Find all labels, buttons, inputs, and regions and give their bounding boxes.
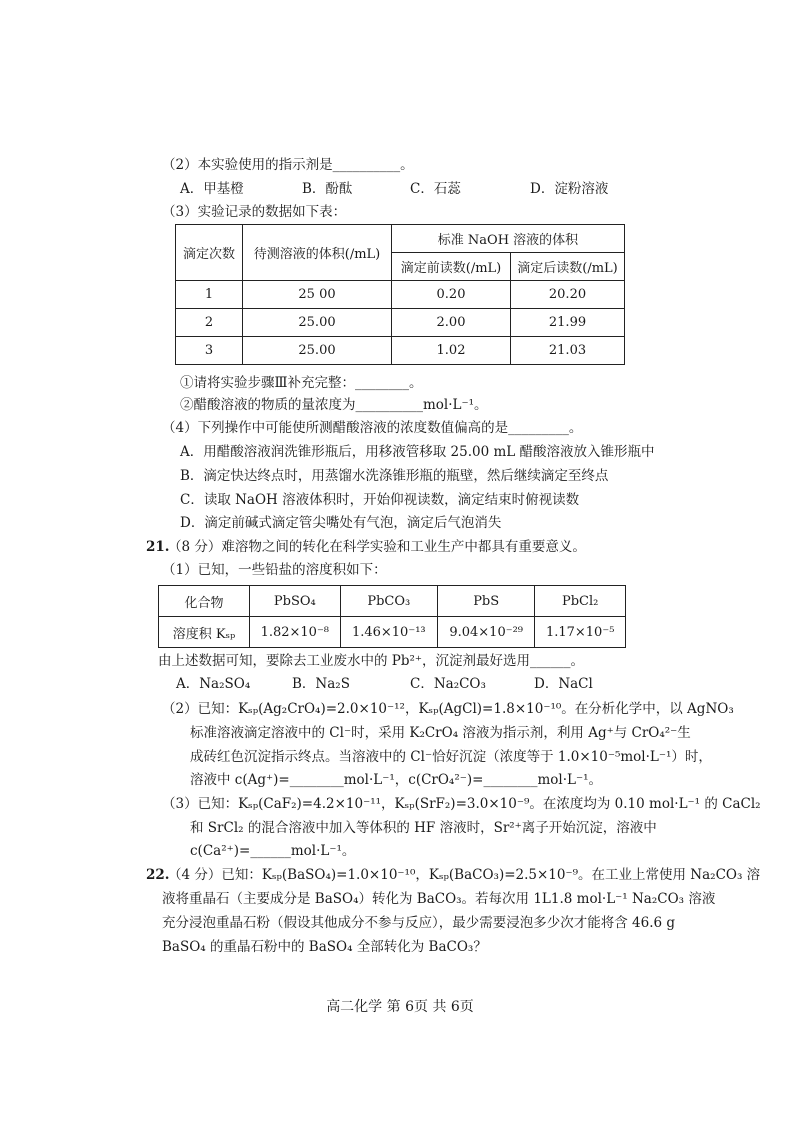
q22-line: （4 分）已知：Kₛₚ(BaSO₄)=1.0×10⁻¹⁰，Kₛₚ(BaCO₃)=2.5×10⁻⁹。在工业上常使用 Na₂CO₃ 溶 — [168, 867, 761, 883]
q20-part4-option-b: B．滴定快达终点时，用蒸馏水洗涤锥形瓶的瓶壁，然后继续滴定至终点 — [180, 468, 609, 484]
q22-line: 充分浸泡重晶石粉（假设其他成分不参与反应），最少需要浸泡多少次才能将含 46.6 g — [162, 915, 676, 931]
q21-part1-question: （1）已知，一些铅盐的溶度积如下： — [162, 562, 387, 578]
table-row — [176, 281, 625, 309]
solubility-product-table — [158, 585, 626, 648]
q20-part4-option-c: C．读取 NaOH 溶液体积时，开始仰视读数，滴定结束时俯视读数 — [180, 492, 580, 508]
table-header-ksp: 溶度积 Kₛₚ — [159, 617, 250, 648]
table-header-times: 滴定次数 — [176, 225, 243, 281]
q20-part4-question: （4）下列操作中可能使所测醋酸溶液的浓度数值偏高的是_________。 — [162, 420, 583, 436]
q21-intro: （8 分）难溶物之间的转化在科学实验和工业生产中都具有重要意义。 — [168, 539, 586, 555]
q20-part2-option-d: D．淀粉溶液 — [530, 181, 609, 197]
q20-part3-question: （3）实验记录的数据如下表： — [162, 204, 347, 220]
q20-sub2: ②醋酸溶液的物质的量浓度为__________mol·L⁻¹。 — [180, 397, 488, 413]
q20-part2-option-c: C．石蕊 — [410, 181, 461, 197]
q21-part2-line: （2）已知：Kₛₚ(Ag₂CrO₄)=2.0×10⁻¹²，Kₛₚ(AgCl)=1.8×10⁻¹⁰。在分析化学中，以 AgNO₃ — [162, 701, 734, 717]
table-cell: 1 — [176, 281, 243, 309]
table-cell: 25.00 — [243, 337, 392, 365]
table-row — [159, 586, 626, 617]
table-cell: 20.20 — [511, 281, 625, 309]
q21-part3-line: 和 SrCl₂ 的混合溶液中加入等体积的 HF 溶液时，Sr²⁺离子开始沉淀，溶液中 — [190, 820, 657, 836]
q21-part1-option-c: C．Na₂CO₃ — [410, 676, 486, 692]
table-cell: 1.17×10⁻⁵ — [535, 617, 626, 648]
q21-part2-line: 成砖红色沉淀指示终点。当溶液中的 Cl⁻恰好沉淀（浓度等于 1.0×10⁻⁵mol·L⁻¹）时， — [190, 749, 712, 765]
q20-part4-option-d: D．滴定前碱式滴定管尖嘴处有气泡，滴定后气泡消失 — [180, 515, 502, 531]
q21-part1-option-a: A．Na₂SO₄ — [176, 676, 251, 692]
q20-part2-question: （2）本实验使用的指示剂是__________。 — [162, 157, 414, 173]
table-row — [159, 617, 626, 648]
q21-number: 21. — [146, 539, 170, 555]
q20-part4-option-a: A．用醋酸溶液润洗锥形瓶后，用移液管移取 25.00 mL 醋酸溶液放入锥形瓶中 — [180, 444, 655, 460]
q21-part3-line: c(Ca²⁺)=______mol·L⁻¹。 — [190, 843, 356, 859]
table-header-volume: 待测溶液的体积(/mL) — [243, 225, 392, 281]
titration-data-table — [175, 224, 625, 365]
table-cell: 2.00 — [392, 309, 511, 337]
page-footer: 高二化学 第 6页 共 6页 — [326, 999, 474, 1015]
table-cell: PbCO₃ — [340, 586, 437, 617]
q20-sub1: ①请将实验步骤Ⅲ补充完整：________。 — [180, 375, 423, 391]
table-cell: 21.99 — [511, 309, 625, 337]
q22-number: 22. — [146, 867, 170, 883]
table-cell: 0.20 — [392, 281, 511, 309]
table-cell: 1.46×10⁻¹³ — [340, 617, 437, 648]
q20-part2-option-a: A．甲基橙 — [180, 181, 244, 197]
q21-part1-option-d: D．NaCl — [534, 676, 593, 692]
table-header-compound: 化合物 — [159, 586, 250, 617]
q20-part2-option-b: B．酚酞 — [302, 181, 353, 197]
table-header-after: 滴定后读数(/mL) — [511, 253, 625, 281]
q21-part1-option-b: B．Na₂S — [292, 676, 350, 692]
table-cell: 2 — [176, 309, 243, 337]
table-cell: 9.04×10⁻²⁹ — [437, 617, 534, 648]
table-cell: PbCl₂ — [535, 586, 626, 617]
q21-part3-line: （3）已知：Kₛₚ(CaF₂)=4.2×10⁻¹¹，Kₛₚ(SrF₂)=3.0×10⁻⁹。在浓度均为 0.10 mol·L⁻¹ 的 CaCl₂ — [162, 796, 761, 812]
q21-part2-line: 标准溶液滴定溶液中的 Cl⁻时，采用 K₂CrO₄ 溶液为指示剂，利用 Ag⁺与 CrO₄²⁻生 — [190, 725, 691, 741]
table-cell: 25 00 — [243, 281, 392, 309]
table-cell: 1.02 — [392, 337, 511, 365]
table-cell: 21.03 — [511, 337, 625, 365]
table-header-naoh: 标准 NaOH 溶液的体积 — [392, 225, 625, 253]
table-cell: 25.00 — [243, 309, 392, 337]
q21-part1-prompt: 由上述数据可知，要除去工业废水中的 Pb²⁺，沉淀剂最好选用______。 — [158, 653, 585, 669]
table-cell: 3 — [176, 337, 243, 365]
table-row — [176, 337, 625, 365]
table-cell: PbSO₄ — [250, 586, 341, 617]
table-header-before: 滴定前读数(/mL) — [392, 253, 511, 281]
table-row — [176, 309, 625, 337]
q21-part2-line: 溶液中 c(Ag⁺)=________mol·L⁻¹，c(CrO₄²⁻)=________mol·L⁻¹。 — [190, 772, 603, 788]
table-cell: 1.82×10⁻⁸ — [250, 617, 341, 648]
table-cell: PbS — [437, 586, 534, 617]
q22-line: 液将重晶石（主要成分是 BaSO₄）转化为 BaCO₃。若每次用 1L1.8 mol·L⁻¹ Na₂CO₃ 溶液 — [162, 891, 716, 907]
q22-line: BaSO₄ 的重晶石粉中的 BaSO₄ 全部转化为 BaCO₃？ — [162, 939, 487, 955]
